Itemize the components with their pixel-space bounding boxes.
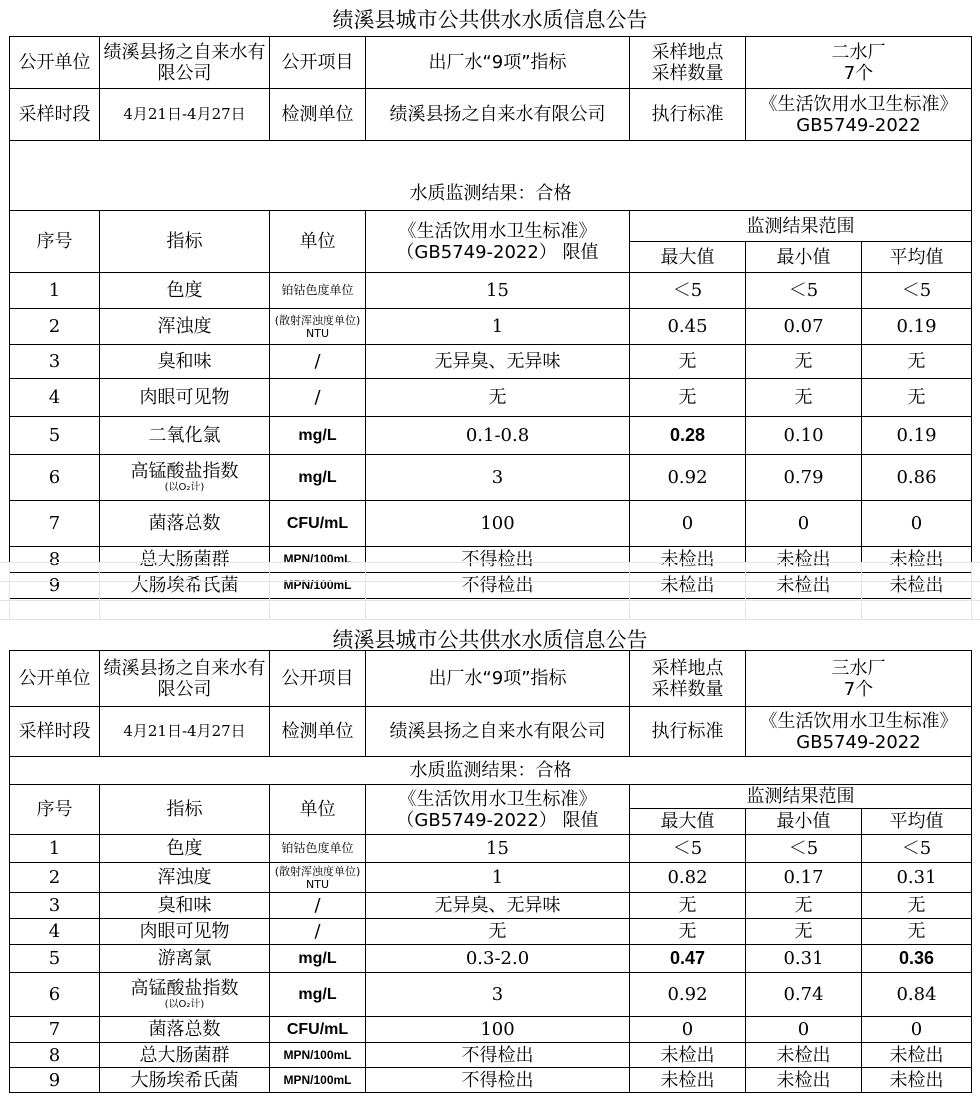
seq-cell: 5 bbox=[10, 417, 100, 455]
unit-cell: mg/L bbox=[270, 455, 366, 501]
header-seq: 序号 bbox=[10, 211, 100, 273]
header-min: 最小值 bbox=[746, 242, 862, 273]
unit-cell: (散射浑浊度单位) NTU bbox=[270, 309, 366, 345]
min-cell: 无 bbox=[746, 893, 862, 919]
avg-cell: 0.86 bbox=[862, 455, 972, 501]
result-text: 水质监测结果：合格 bbox=[10, 757, 972, 785]
water-quality-table bbox=[9, 36, 972, 599]
header-min: 最小值 bbox=[746, 809, 862, 835]
avg-cell: 0 bbox=[862, 1017, 972, 1043]
indicator-cell: 肉眼可见物 bbox=[100, 919, 270, 945]
lab-value: 绩溪县扬之自来水有限公司 bbox=[366, 89, 630, 141]
table-row bbox=[10, 273, 972, 309]
indicator-note: (以O₂计) bbox=[164, 999, 205, 1010]
avg-cell: 无 bbox=[862, 919, 972, 945]
min-cell: 0.79 bbox=[746, 455, 862, 501]
limit-cell: 100 bbox=[366, 1017, 630, 1043]
publisher-label: 公开单位 bbox=[10, 651, 100, 707]
seq-cell: 1 bbox=[10, 835, 100, 863]
unit-cell: MPN/100mL bbox=[270, 547, 366, 573]
avg-cell: 0.19 bbox=[862, 309, 972, 345]
avg-cell: 无 bbox=[862, 379, 972, 417]
limit-cell: 3 bbox=[366, 455, 630, 501]
unit-cell: MPN/100mL bbox=[270, 1043, 366, 1068]
table-row bbox=[10, 1043, 972, 1068]
seq-cell: 2 bbox=[10, 309, 100, 345]
indicator-cell: 菌落总数 bbox=[100, 1017, 270, 1043]
limit-cell: 0.1-0.8 bbox=[366, 417, 630, 455]
indicator-cell: 总大肠菌群 bbox=[100, 547, 270, 573]
standard-label: 执行标准 bbox=[630, 707, 746, 757]
table-row bbox=[10, 893, 972, 919]
limit-cell: 0.3-2.0 bbox=[366, 945, 630, 973]
seq-cell: 4 bbox=[10, 379, 100, 417]
report-third-plant bbox=[0, 620, 980, 1091]
max-cell: 未检出 bbox=[630, 1068, 746, 1093]
max-cell: 0.47 bbox=[630, 945, 746, 973]
limit-cell: 不得检出 bbox=[366, 547, 630, 573]
header-max: 最大值 bbox=[630, 809, 746, 835]
max-cell: ＜5 bbox=[630, 273, 746, 309]
limit-cell: 1 bbox=[366, 309, 630, 345]
table-row bbox=[10, 501, 972, 547]
header-seq: 序号 bbox=[10, 785, 100, 835]
report-title: 绩溪县城市公共供水水质信息公告 bbox=[332, 628, 648, 652]
publisher-label: 公开单位 bbox=[10, 37, 100, 89]
min-cell: ＜5 bbox=[746, 835, 862, 863]
limit-cell: 无 bbox=[366, 919, 630, 945]
avg-cell: 0 bbox=[862, 501, 972, 547]
unit-cell: / bbox=[270, 893, 366, 919]
seq-cell: 8 bbox=[10, 547, 100, 573]
seq-cell: 1 bbox=[10, 273, 100, 309]
seq-cell: 9 bbox=[10, 573, 100, 599]
table-row bbox=[10, 863, 972, 893]
max-cell: 未检出 bbox=[630, 573, 746, 599]
unit-cell: / bbox=[270, 919, 366, 945]
max-cell: 0.45 bbox=[630, 309, 746, 345]
info-row-period bbox=[10, 89, 972, 141]
limit-cell: 100 bbox=[366, 501, 630, 547]
seq-cell: 7 bbox=[10, 1017, 100, 1043]
seq-cell: 4 bbox=[10, 919, 100, 945]
max-cell: 0.92 bbox=[630, 455, 746, 501]
avg-cell: 0.84 bbox=[862, 973, 972, 1017]
avg-cell: 0.19 bbox=[862, 417, 972, 455]
seq-cell: 2 bbox=[10, 863, 100, 893]
limit-cell: 无异臭、无异味 bbox=[366, 345, 630, 379]
min-cell: 0.17 bbox=[746, 863, 862, 893]
header-indicator: 指标 bbox=[100, 211, 270, 273]
limit-cell: 不得检出 bbox=[366, 573, 630, 599]
header-unit: 单位 bbox=[270, 785, 366, 835]
period-label: 采样时段 bbox=[10, 89, 100, 141]
item-value: 出厂水“9项”指标 bbox=[366, 37, 630, 89]
header-limit: 《生活饮用水卫生标准》 （GB5749-2022） 限值 bbox=[366, 211, 630, 273]
site-value: 三水厂 7个 bbox=[746, 651, 972, 707]
min-cell: 无 bbox=[746, 919, 862, 945]
header-row bbox=[10, 785, 972, 809]
table-row bbox=[10, 1017, 972, 1043]
max-cell: 无 bbox=[630, 893, 746, 919]
min-cell: 0 bbox=[746, 501, 862, 547]
indicator-cell: 大肠埃希氏菌 bbox=[100, 573, 270, 599]
min-cell: 0.07 bbox=[746, 309, 862, 345]
unit-cell: mg/L bbox=[270, 973, 366, 1017]
indicator-cell: 总大肠菌群 bbox=[100, 1043, 270, 1068]
unit-cell: / bbox=[270, 345, 366, 379]
table-row bbox=[10, 309, 972, 345]
header-avg: 平均值 bbox=[862, 242, 972, 273]
limit-cell: 不得检出 bbox=[366, 1068, 630, 1093]
unit-cell: CFU/mL bbox=[270, 501, 366, 547]
unit-cell: mg/L bbox=[270, 417, 366, 455]
period-value: 4月21日-4月27日 bbox=[100, 89, 270, 141]
limit-cell: 无 bbox=[366, 379, 630, 417]
table-row bbox=[10, 919, 972, 945]
standard-value: 《生活饮用水卫生标准》 GB5749-2022 bbox=[746, 707, 972, 757]
indicator-cell: 色度 bbox=[100, 273, 270, 309]
indicator-cell: 大肠埃希氏菌 bbox=[100, 1068, 270, 1093]
publisher-value: 绩溪县扬之自来水有限公司 bbox=[100, 37, 270, 89]
result-text: 水质监测结果：合格 bbox=[10, 177, 972, 211]
lab-label: 检测单位 bbox=[270, 707, 366, 757]
seq-cell: 7 bbox=[10, 501, 100, 547]
avg-cell: ＜5 bbox=[862, 835, 972, 863]
header-range: 监测结果范围 bbox=[630, 785, 972, 809]
result-row bbox=[10, 177, 972, 211]
min-cell: 未检出 bbox=[746, 547, 862, 573]
avg-cell: 0.31 bbox=[862, 863, 972, 893]
indicator-cell: 游离氯 bbox=[100, 945, 270, 973]
max-cell: 0 bbox=[630, 1017, 746, 1043]
site-label: 采样地点 采样数量 bbox=[630, 651, 746, 707]
header-indicator: 指标 bbox=[100, 785, 270, 835]
indicator-cell: 二氧化氯 bbox=[100, 417, 270, 455]
period-label: 采样时段 bbox=[10, 707, 100, 757]
item-label: 公开项目 bbox=[270, 651, 366, 707]
header-row bbox=[10, 211, 972, 242]
report-title: 绩溪县城市公共供水水质信息公告 bbox=[332, 8, 648, 32]
header-avg: 平均值 bbox=[862, 809, 972, 835]
table-row bbox=[10, 835, 972, 863]
unit-cell: / bbox=[270, 379, 366, 417]
seq-cell: 3 bbox=[10, 345, 100, 379]
max-cell: 0.92 bbox=[630, 973, 746, 1017]
avg-cell: 0.36 bbox=[862, 945, 972, 973]
info-row-publisher bbox=[10, 651, 972, 707]
header-unit: 单位 bbox=[270, 211, 366, 273]
max-cell: 无 bbox=[630, 919, 746, 945]
seq-cell: 3 bbox=[10, 893, 100, 919]
unit-cell: (散射浑浊度单位) NTU bbox=[270, 863, 366, 893]
header-max: 最大值 bbox=[630, 242, 746, 273]
standard-label: 执行标准 bbox=[630, 89, 746, 141]
max-cell: 无 bbox=[630, 379, 746, 417]
seq-cell: 5 bbox=[10, 945, 100, 973]
max-cell: 0.82 bbox=[630, 863, 746, 893]
indicator-name: 高锰酸盐指数 bbox=[130, 461, 239, 482]
indicator-cell: 色度 bbox=[100, 835, 270, 863]
unit-cell: 铂钴色度单位 bbox=[270, 273, 366, 309]
min-cell: 0.74 bbox=[746, 973, 862, 1017]
avg-cell: 未检出 bbox=[862, 573, 972, 599]
unit-cell: 铂钴色度单位 bbox=[270, 835, 366, 863]
min-cell: 0.31 bbox=[746, 945, 862, 973]
empty-grid-area bbox=[0, 562, 980, 620]
info-row-period bbox=[10, 707, 972, 757]
table-row bbox=[10, 973, 972, 1017]
min-cell: 0.10 bbox=[746, 417, 862, 455]
seq-cell: 9 bbox=[10, 1068, 100, 1093]
max-cell: 无 bbox=[630, 345, 746, 379]
min-cell: ＜5 bbox=[746, 273, 862, 309]
min-cell: 未检出 bbox=[746, 573, 862, 599]
indicator-cell: 浑浊度 bbox=[100, 309, 270, 345]
limit-cell: 无异臭、无异味 bbox=[366, 893, 630, 919]
min-cell: 0 bbox=[746, 1017, 862, 1043]
max-cell: 0.28 bbox=[630, 417, 746, 455]
max-cell: ＜5 bbox=[630, 835, 746, 863]
unit-cell: CFU/mL bbox=[270, 1017, 366, 1043]
max-cell: 未检出 bbox=[630, 547, 746, 573]
result-row bbox=[10, 757, 972, 785]
min-cell: 无 bbox=[746, 345, 862, 379]
header-limit: 《生活饮用水卫生标准》 （GB5749-2022） 限值 bbox=[366, 785, 630, 835]
table-row bbox=[10, 345, 972, 379]
publisher-value: 绩溪县扬之自来水有限公司 bbox=[100, 651, 270, 707]
header-range: 监测结果范围 bbox=[630, 211, 972, 242]
lab-value: 绩溪县扬之自来水有限公司 bbox=[366, 707, 630, 757]
seq-cell: 8 bbox=[10, 1043, 100, 1068]
item-value: 出厂水“9项”指标 bbox=[366, 651, 630, 707]
avg-cell: 未检出 bbox=[862, 1043, 972, 1068]
min-cell: 未检出 bbox=[746, 1043, 862, 1068]
limit-cell: 3 bbox=[366, 973, 630, 1017]
avg-cell: ＜5 bbox=[862, 273, 972, 309]
table-row bbox=[10, 379, 972, 417]
indicator-cell: 臭和味 bbox=[100, 345, 270, 379]
limit-cell: 15 bbox=[366, 273, 630, 309]
indicator-cell bbox=[100, 455, 270, 501]
info-row-publisher bbox=[10, 37, 972, 89]
spacer-row bbox=[10, 141, 972, 177]
site-value: 二水厂 7个 bbox=[746, 37, 972, 89]
table-row bbox=[10, 455, 972, 501]
site-label: 采样地点 采样数量 bbox=[630, 37, 746, 89]
unit-cell: MPN/100mL bbox=[270, 1068, 366, 1093]
unit-cell: mg/L bbox=[270, 945, 366, 973]
unit-cell: MPN/100mL bbox=[270, 573, 366, 599]
avg-cell: 未检出 bbox=[862, 547, 972, 573]
min-cell: 无 bbox=[746, 379, 862, 417]
item-label: 公开项目 bbox=[270, 37, 366, 89]
indicator-note: (以O₂计) bbox=[164, 482, 205, 493]
table-row bbox=[10, 945, 972, 973]
indicator-name: 高锰酸盐指数 bbox=[130, 978, 239, 999]
water-quality-table bbox=[9, 650, 972, 1093]
limit-cell: 1 bbox=[366, 863, 630, 893]
avg-cell: 未检出 bbox=[862, 1068, 972, 1093]
limit-cell: 15 bbox=[366, 835, 630, 863]
min-cell: 未检出 bbox=[746, 1068, 862, 1093]
indicator-cell: 浑浊度 bbox=[100, 863, 270, 893]
indicator-cell: 肉眼可见物 bbox=[100, 379, 270, 417]
seq-cell: 6 bbox=[10, 973, 100, 1017]
indicator-cell: 菌落总数 bbox=[100, 501, 270, 547]
table-row bbox=[10, 1068, 972, 1093]
avg-cell: 无 bbox=[862, 345, 972, 379]
limit-cell: 不得检出 bbox=[366, 1043, 630, 1068]
indicator-cell bbox=[100, 973, 270, 1017]
period-value: 4月21日-4月27日 bbox=[100, 707, 270, 757]
max-cell: 未检出 bbox=[630, 1043, 746, 1068]
standard-value: 《生活饮用水卫生标准》 GB5749-2022 bbox=[746, 89, 972, 141]
indicator-cell: 臭和味 bbox=[100, 893, 270, 919]
max-cell: 0 bbox=[630, 501, 746, 547]
lab-label: 检测单位 bbox=[270, 89, 366, 141]
table-row bbox=[10, 417, 972, 455]
seq-cell: 6 bbox=[10, 455, 100, 501]
avg-cell: 无 bbox=[862, 893, 972, 919]
